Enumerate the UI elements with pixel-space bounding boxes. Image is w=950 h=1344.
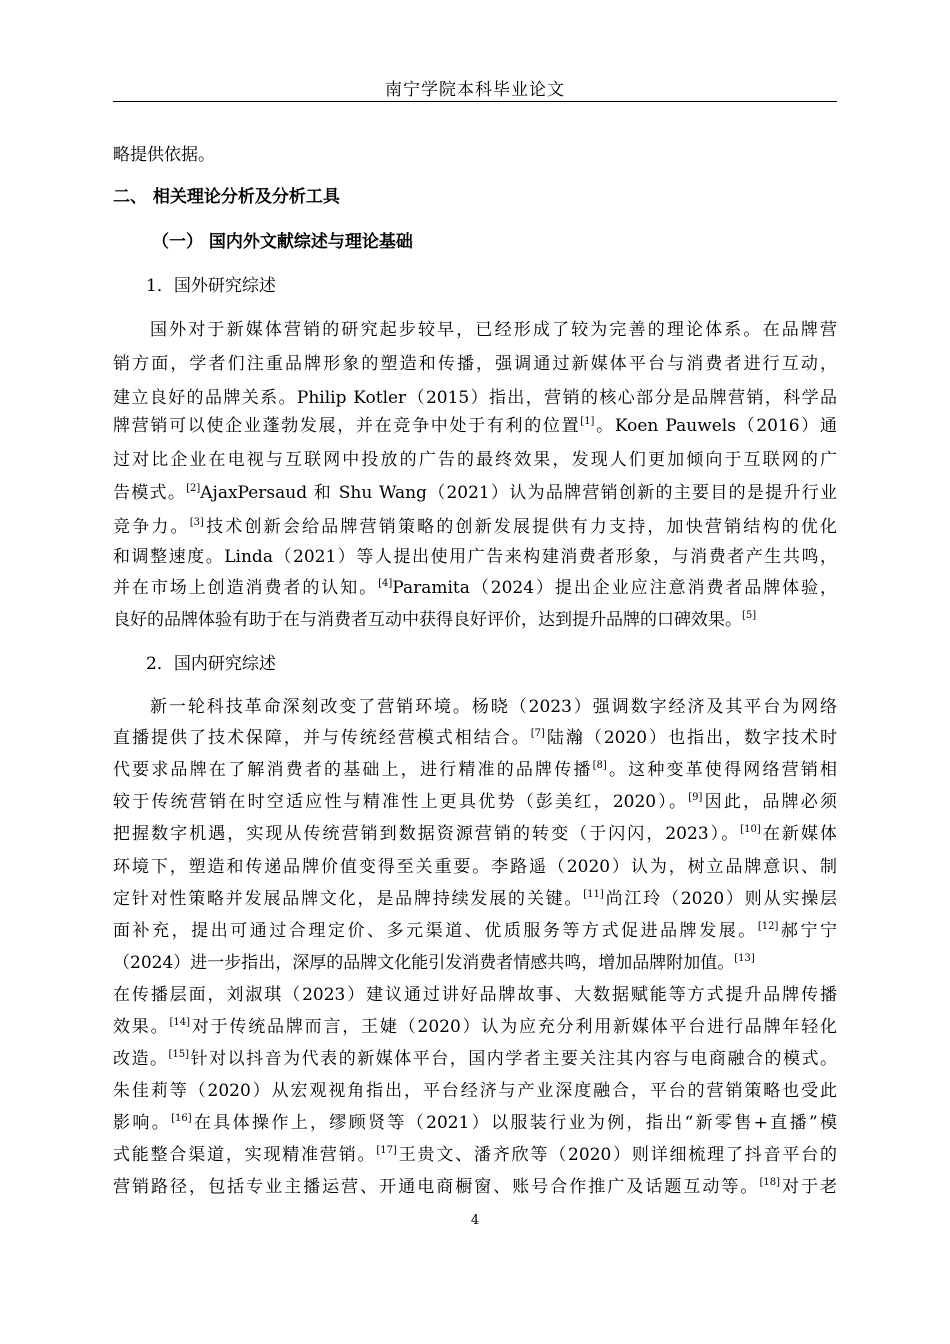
text-line: 营销路径，包括专业主播运营、开通电商橱窗、账号合作推广及话题互动等。[18]对于老	[113, 1177, 838, 1197]
text-line: 新一轮科技革命深刻改变了营销环境。杨晓（2023）强调数字经济及其平台为网络	[150, 697, 837, 717]
text-line: 过对比企业在电视与互联网中投放的广告的最终效果，发现人们更加倾向于互联网的广	[113, 450, 837, 470]
sub-heading: 1．国外研究综述	[146, 276, 276, 296]
text-line: 影响。[16]在具体操作上，缪顾贤等（2021）以服装行业为例，指出“新零售+直播”模	[113, 1113, 838, 1133]
text-line: 略提供依据。	[113, 145, 215, 165]
citation: [7]	[530, 728, 545, 739]
citation: [17]	[376, 1145, 397, 1156]
citation: [9]	[688, 792, 703, 803]
text-line: 良好的品牌体验有助于在与消费者互动中获得良好评价，达到提升品牌的口碑效果。[5]	[113, 610, 757, 630]
text-line: 改造。[15]针对以抖音为代表的新媒体平台，国内学者主要关注其内容与电商融合的模式。	[113, 1049, 838, 1069]
citation: [2]	[186, 483, 201, 494]
text-line: 销方面，学者们注重品牌形象的塑造和传播，强调通过新媒体平台与消费者进行互动，	[113, 354, 837, 374]
text-line: 把握数字机遇，实现从传统营销到数据资源营销的转变（于闪闪，2023）。[10]在新媒体	[113, 824, 838, 844]
subsection-heading: （一） 国内外文献综述与理论基础	[152, 232, 413, 252]
text-line: 并在市场上创造消费者的认知。[4]Paramita（2024）提出企业应注意消费者品牌体验，	[113, 578, 838, 598]
text-line: （2024）进一步指出，深厚的品牌文化能引发消费者情感共鸣，增加品牌附加值。[13]	[113, 953, 755, 973]
text-line: 代要求品牌在了解消费者的基础上，进行精准的品牌传播[8]。这种变革使得网络营销相	[113, 760, 838, 780]
citation: [15]	[168, 1049, 190, 1060]
text-line: 建立良好的品牌关系。Philip Kotler（2015）指出，营销的核心部分是品牌营销，科学品	[113, 388, 837, 408]
citation: [14]	[169, 1017, 190, 1028]
text-line: 直播提供了技术保障，并与传统经营模式相结合。[7]陆瀚（2020）也指出，数字技术时	[113, 728, 837, 748]
text-line: 竞争力。[3]技术创新会给品牌营销策略的创新发展提供有力支持，加快营销结构的优化	[113, 517, 838, 537]
sub-heading: 2．国内研究综述	[146, 654, 276, 674]
section-heading: 二、 相关理论分析及分析工具	[113, 187, 340, 207]
text-line: 告模式。[2]AjaxPersaud 和 Shu Wang（2021）认为品牌营销创新的主要目的是提升行业	[113, 483, 837, 503]
citation: [8]	[592, 760, 607, 771]
citation: [18]	[759, 1177, 780, 1188]
text-line: 牌营销可以使企业蓬勃发展，并在竞争中处于有利的位置[1]。Koen Pauwels（2016）通	[113, 416, 837, 436]
citation: [13]	[734, 953, 755, 964]
text-line: 在传播层面，刘淑琪（2023）建议通过讲好品牌故事、大数据赋能等方式提升品牌传播	[113, 985, 837, 1005]
citation: [12]	[757, 921, 779, 932]
text-line: 环境下，塑造和传递品牌价值变得至关重要。李路遥（2020）认为，树立品牌意识、制	[113, 857, 837, 877]
citation: [1]	[580, 416, 595, 427]
citation: [5]	[742, 610, 757, 621]
text-line: 效果。[14]对于传统品牌而言，王婕（2020）认为应充分利用新媒体平台进行品牌年轻化	[113, 1017, 838, 1037]
header-rule	[113, 101, 837, 102]
citation: [4]	[378, 578, 393, 589]
text-line: 国外对于新媒体营销的研究起步较早，已经形成了较为完善的理论体系。在品牌营	[150, 320, 837, 340]
running-header-title: 南宁学院本科毕业论文	[385, 80, 565, 100]
text-line: 定针对性策略并发展品牌文化，是品牌持续发展的关键。[11]尚江玲（2020）则从实操层	[113, 889, 837, 909]
page-number: 4	[470, 1213, 480, 1228]
text-line: 面补充，提出可通过合理定价、多元渠道、优质服务等方式促进品牌发展。[12]郝宁宁	[113, 921, 838, 941]
citation: [3]	[189, 517, 204, 528]
text-line: 和调整速度。Linda（2021）等人提出使用广告来构建消费者形象，与消费者产生共鸣，	[113, 547, 837, 567]
citation: [16]	[171, 1113, 192, 1124]
text-line: 较于传统营销在时空适应性与精准性上更具优势（彭美红，2020）。[9]因此，品牌必须	[113, 792, 838, 812]
text-line: 式能整合渠道，实现精准营销。[17]王贵文、潘齐欣等（2020）则详细梳理了抖音平台的	[113, 1145, 837, 1165]
text-line: 朱佳莉等（2020）从宏观视角指出，平台经济与产业深度融合，平台的营销策略也受此	[113, 1081, 837, 1101]
citation: [11]	[583, 889, 604, 900]
citation: [10]	[740, 824, 761, 835]
